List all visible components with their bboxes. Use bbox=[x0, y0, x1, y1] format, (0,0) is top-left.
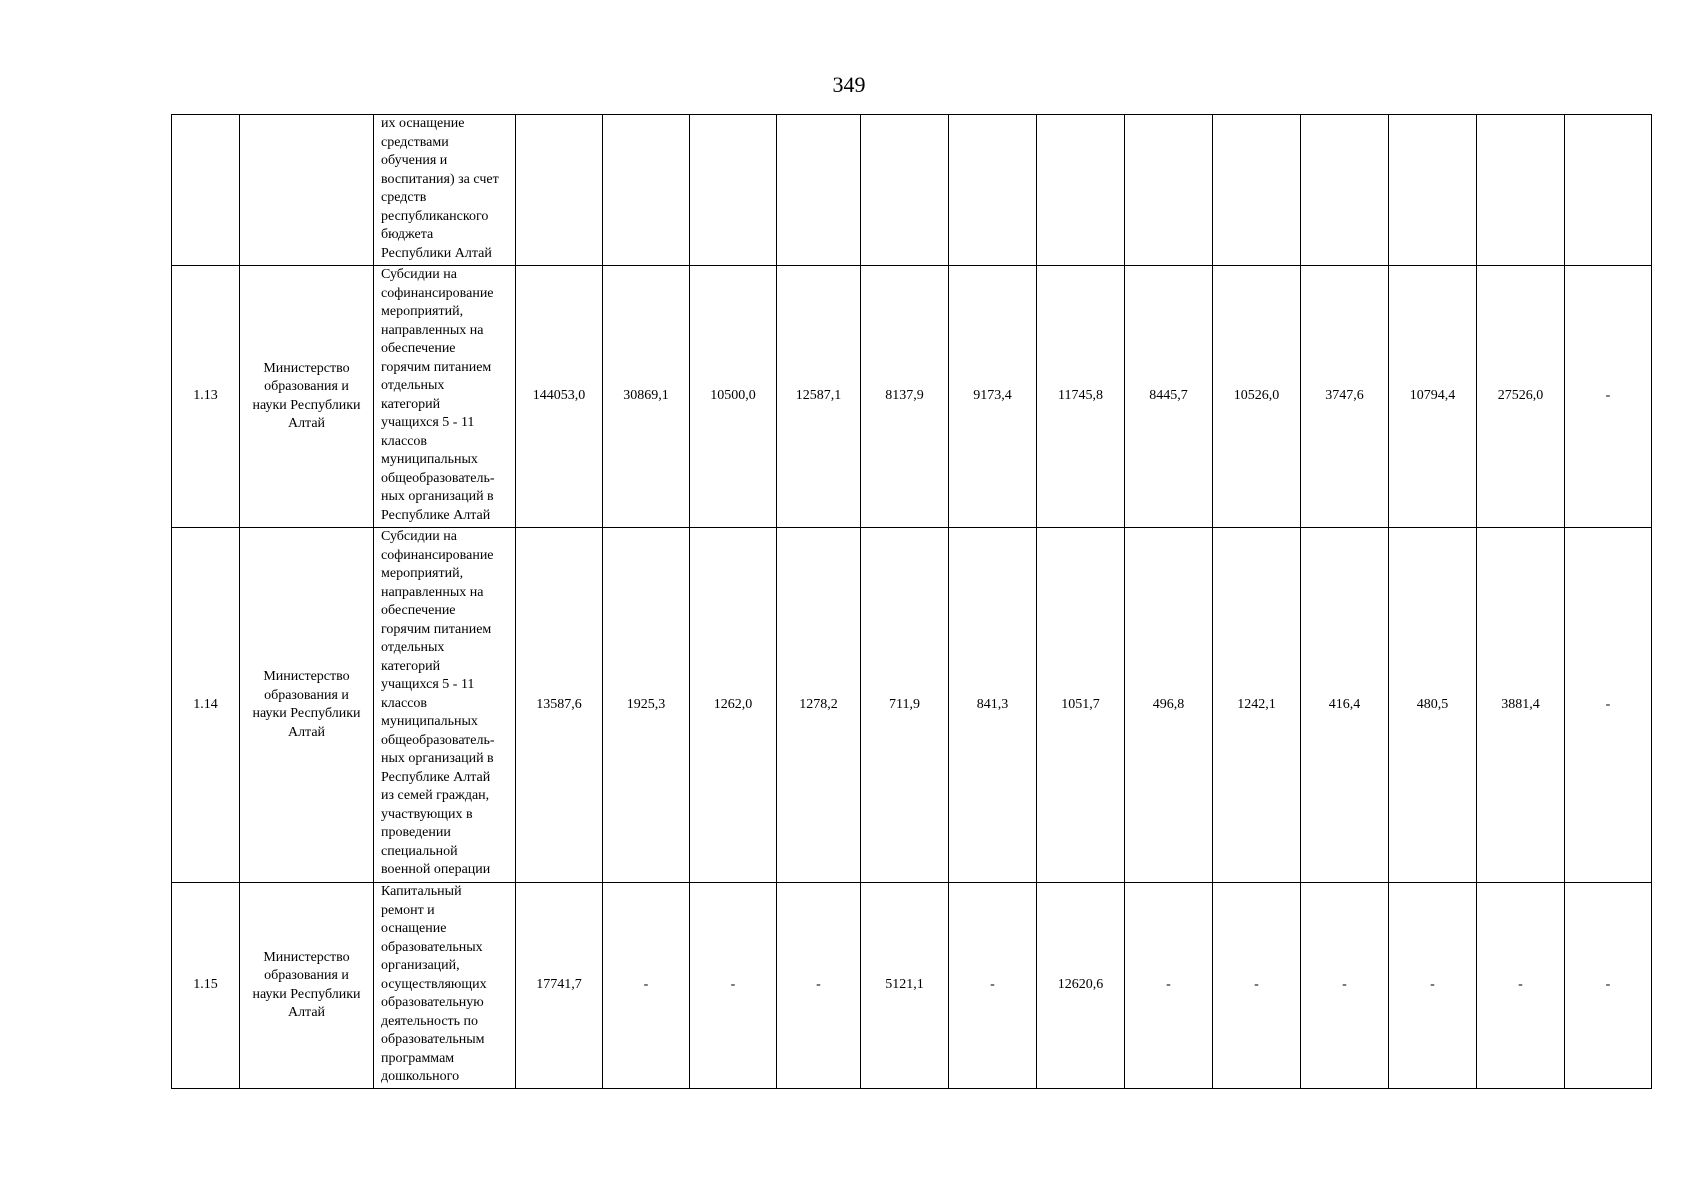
value-cell bbox=[603, 115, 690, 266]
value-cell bbox=[949, 115, 1037, 266]
value-cell bbox=[861, 115, 949, 266]
organization-cell bbox=[240, 528, 374, 883]
description-cell bbox=[374, 115, 516, 266]
row-index-cell: 1.14 bbox=[172, 528, 240, 883]
value-cell: - bbox=[1477, 883, 1565, 1089]
value-cell: 3747,6 bbox=[1301, 266, 1389, 528]
value-cell bbox=[1037, 115, 1125, 266]
value-cell: - bbox=[1125, 883, 1213, 1089]
value-cell: 12620,6 bbox=[1037, 883, 1125, 1089]
value-cell bbox=[1125, 115, 1213, 266]
value-cell: - bbox=[1389, 883, 1477, 1089]
value-cell: - bbox=[1213, 883, 1301, 1089]
value-cell: 1051,7 bbox=[1037, 528, 1125, 883]
value-cell: 711,9 bbox=[861, 528, 949, 883]
organization-text: Министерство образования и науки Республики Алтай bbox=[252, 360, 361, 431]
value-cell: - bbox=[1301, 883, 1389, 1089]
value-cell bbox=[1565, 115, 1652, 266]
value-cell: - bbox=[690, 883, 777, 1089]
value-cell: 27526,0 bbox=[1477, 266, 1565, 528]
value-cell bbox=[777, 115, 861, 266]
value-cell: 1242,1 bbox=[1213, 528, 1301, 883]
organization-cell bbox=[240, 883, 374, 1089]
organization-cell bbox=[240, 266, 374, 528]
value-cell: - bbox=[1565, 883, 1652, 1089]
value-cell bbox=[1477, 115, 1565, 266]
value-cell: 8445,7 bbox=[1125, 266, 1213, 528]
organization-cell bbox=[240, 115, 374, 266]
page-number: 349 bbox=[832, 72, 866, 97]
value-cell bbox=[516, 115, 603, 266]
value-cell bbox=[1389, 115, 1477, 266]
value-cell: 1262,0 bbox=[690, 528, 777, 883]
table-body bbox=[172, 115, 1652, 1089]
value-cell: - bbox=[777, 883, 861, 1089]
value-cell: 496,8 bbox=[1125, 528, 1213, 883]
description-text: их оснащение средствами обучения и воспитания) за счет средств республиканского бюджета Республики Алтай bbox=[381, 116, 499, 261]
value-cell: 480,5 bbox=[1389, 528, 1477, 883]
description-cell bbox=[374, 528, 516, 883]
table-row bbox=[172, 115, 1652, 266]
row-index-cell bbox=[172, 115, 240, 266]
row-index-cell: 1.15 bbox=[172, 883, 240, 1089]
value-cell: 1925,3 bbox=[603, 528, 690, 883]
row-index-cell: 1.13 bbox=[172, 266, 240, 528]
value-cell: 9173,4 bbox=[949, 266, 1037, 528]
value-cell: 416,4 bbox=[1301, 528, 1389, 883]
value-cell: 5121,1 bbox=[861, 883, 949, 1089]
value-cell: - bbox=[1565, 528, 1652, 883]
description-text: Субсидии на софинансирование мероприятий, направленных на обеспечение горячим питанием отдельных категорий учащихся 5 - 11 классов муниципальных общеобразователь- ных организаций в Республике Алтай bbox=[381, 267, 495, 523]
value-cell: 144053,0 bbox=[516, 266, 603, 528]
value-cell: 10526,0 bbox=[1213, 266, 1301, 528]
description-cell bbox=[374, 266, 516, 528]
value-cell: 10794,4 bbox=[1389, 266, 1477, 528]
value-cell: 8137,9 bbox=[861, 266, 949, 528]
description-cell bbox=[374, 883, 516, 1089]
organization-text: Министерство образования и науки Республики Алтай bbox=[252, 949, 361, 1020]
table-row bbox=[172, 528, 1652, 883]
value-cell: 12587,1 bbox=[777, 266, 861, 528]
budget-table bbox=[171, 114, 1652, 1089]
value-cell bbox=[690, 115, 777, 266]
value-cell: - bbox=[949, 883, 1037, 1089]
value-cell: 30869,1 bbox=[603, 266, 690, 528]
value-cell: 3881,4 bbox=[1477, 528, 1565, 883]
description-text: Капитальный ремонт и оснащение образовательных организаций, осуществляющих образовательную деятельность по образовательным программам дошкольного bbox=[381, 884, 487, 1084]
value-cell: 17741,7 bbox=[516, 883, 603, 1089]
organization-text: Министерство образования и науки Республики Алтай bbox=[252, 669, 361, 740]
table-row bbox=[172, 883, 1652, 1089]
description-text: Субсидии на софинансирование мероприятий, направленных на обеспечение горячим питанием отдельных категорий учащихся 5 - 11 классов муниципальных общеобразователь- ных организаций в Республике Алтай из семей граждан, участвующих в проведении специальной военной операции bbox=[381, 529, 495, 877]
table-row bbox=[172, 266, 1652, 528]
value-cell: 13587,6 bbox=[516, 528, 603, 883]
value-cell bbox=[1301, 115, 1389, 266]
value-cell: 11745,8 bbox=[1037, 266, 1125, 528]
value-cell: - bbox=[603, 883, 690, 1089]
value-cell: 841,3 bbox=[949, 528, 1037, 883]
value-cell: - bbox=[1565, 266, 1652, 528]
value-cell bbox=[1213, 115, 1301, 266]
value-cell: 10500,0 bbox=[690, 266, 777, 528]
value-cell: 1278,2 bbox=[777, 528, 861, 883]
